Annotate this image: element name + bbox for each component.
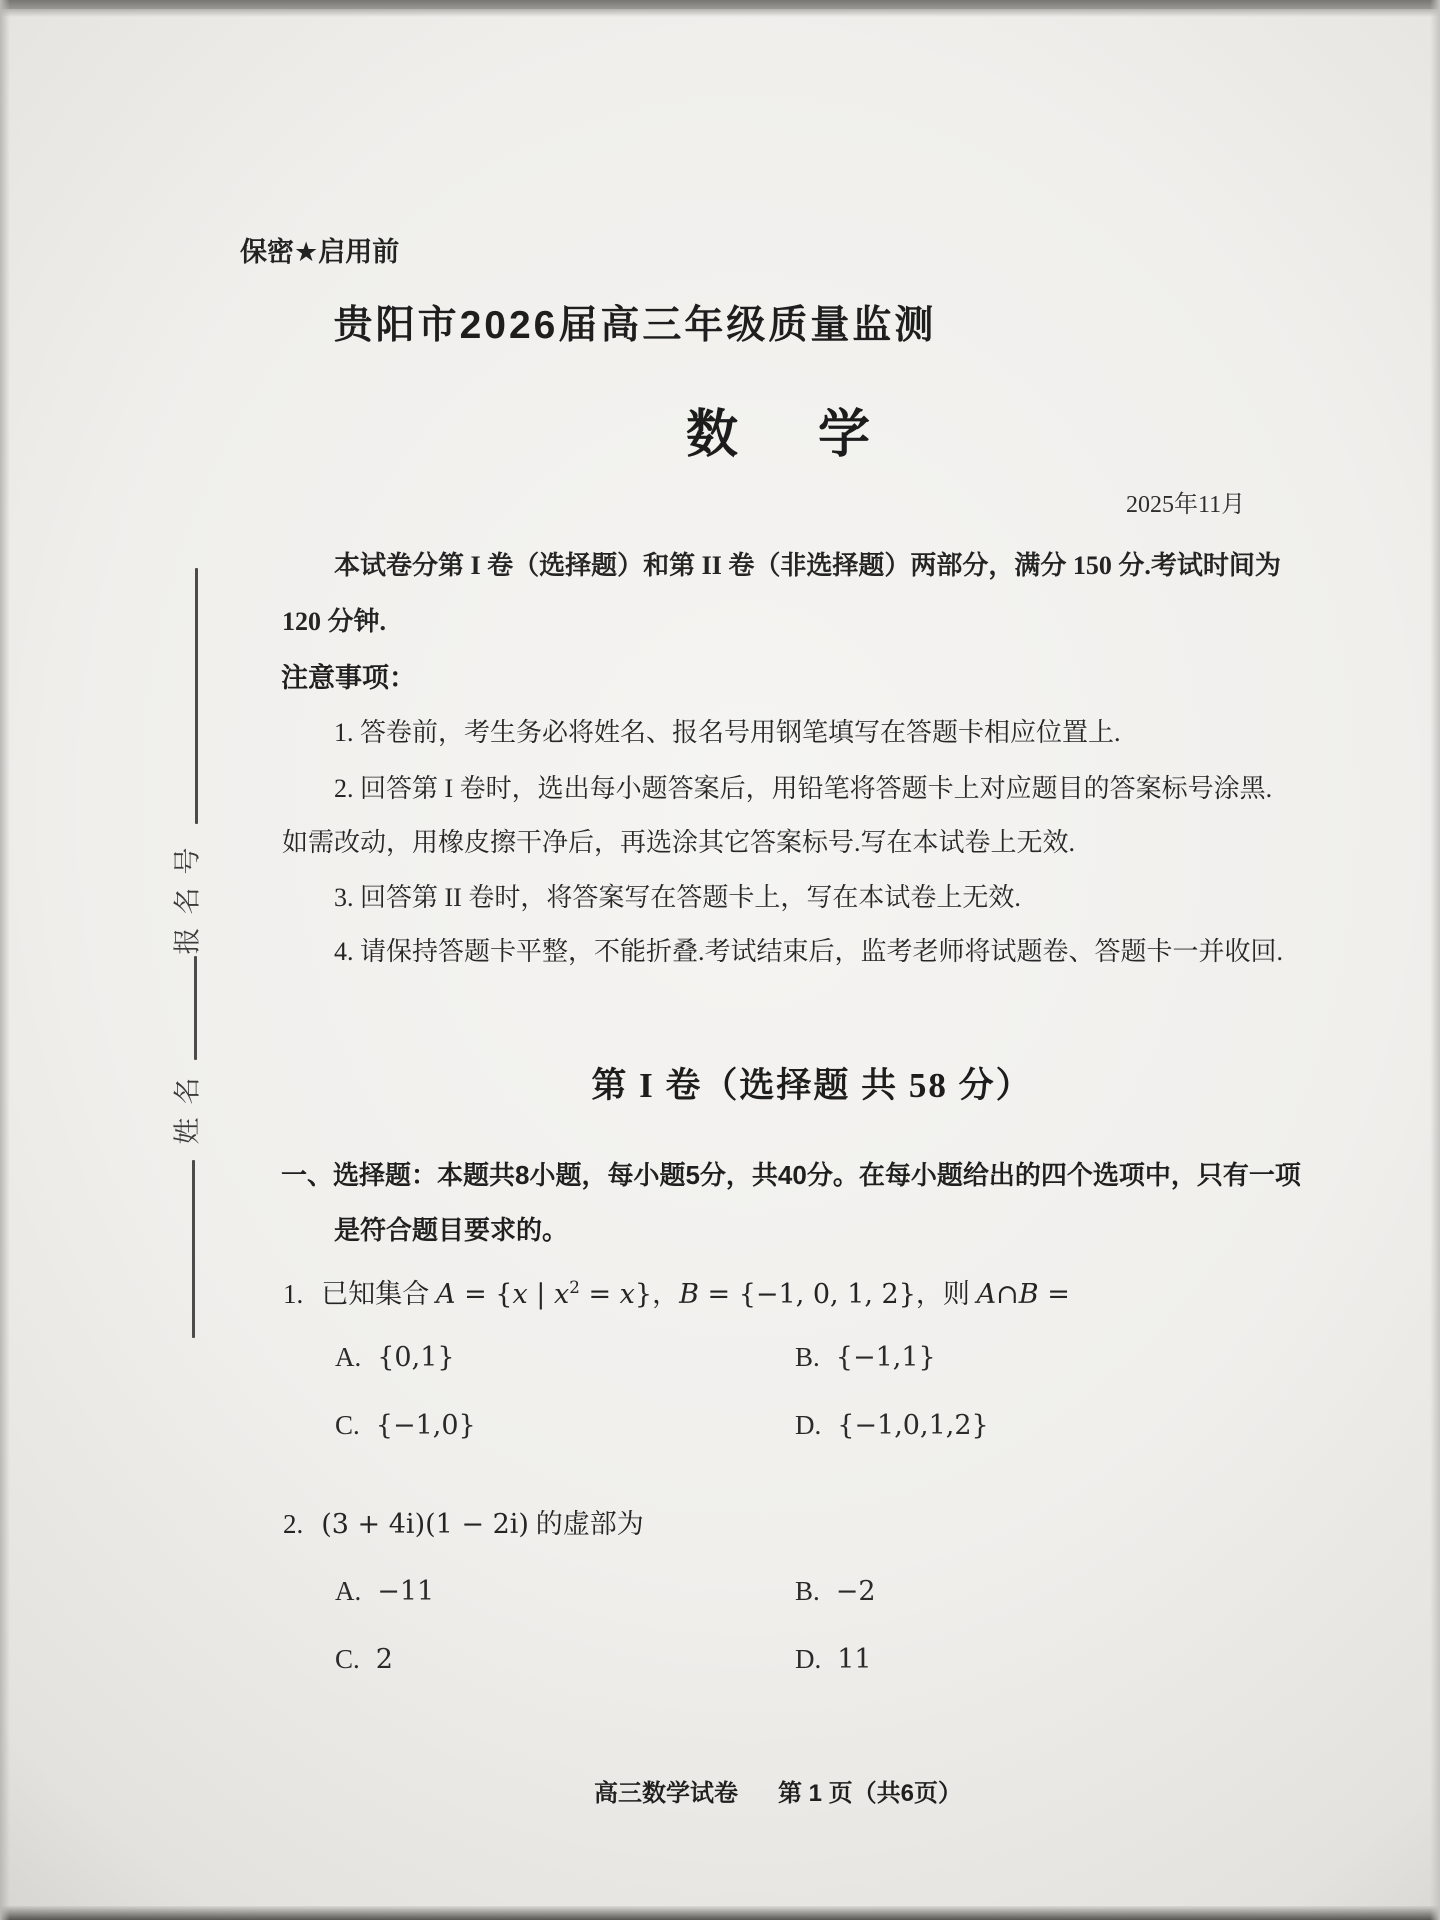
photo-right-edge [1430, 0, 1440, 1920]
subject-title: 数 学 [685, 407, 884, 464]
intro-line-2: 120 分钟. [282, 607, 387, 636]
q2-option-c-value: 2 [375, 1644, 393, 1675]
name-label: 姓名 [172, 1064, 203, 1145]
intro-line-1: 本试卷分第 I 卷（选择题）和第 II 卷（非选择题）两部分，满分 150 分.考试时间为 [334, 551, 1281, 580]
q2-option-d-label: D. [795, 1644, 822, 1674]
q1-option-d [795, 1410, 989, 1441]
security-notice: 保密★启用前 [240, 237, 400, 267]
note-item-2-continuation: 如需改动，用橡皮擦干净后，再选涂其它答案标号.写在本试卷上无效. [282, 828, 1076, 857]
margin-line-1 [195, 568, 198, 824]
q1-exponent: 2 [569, 1277, 580, 1297]
section-heading-text: 第 I 卷（选择题 共 58 分） [591, 1066, 1033, 1105]
q1-option-c-value: {−1,0} [375, 1410, 476, 1441]
q1-stem-text: 已知集合 [321, 1279, 436, 1309]
exam-title: 贵阳市2026届高三年级质量监测 [333, 304, 937, 347]
q1-math: = { [455, 1279, 513, 1310]
exam-date: 2025年11月 [1126, 492, 1246, 518]
q2-stem-text: 的虚部为 [528, 1509, 644, 1539]
note-item-3: 3. 回答第 II 卷时，将答案写在答题卡上，写在本试卷上无效. [334, 883, 1021, 912]
q2-option-d-value: 11 [837, 1644, 872, 1675]
q1-var-x3: x [619, 1279, 635, 1310]
q2-option-a [335, 1576, 434, 1607]
q1-var-x1: x [512, 1279, 528, 1310]
q1-var-B2: B [1018, 1279, 1039, 1310]
q1-math-bar: | [527, 1279, 554, 1310]
q1-option-a [335, 1342, 455, 1373]
q1-option-c-label: C. [335, 1410, 360, 1440]
q2-formula: (3 + 4i)(1 − 2i) [321, 1509, 529, 1540]
q2-option-b-label: B. [795, 1576, 820, 1606]
footer-page-label: 第 1 页（共6页） [778, 1780, 963, 1807]
note-item-4: 4. 请保持答题卡平整，不能折叠.考试结束后，监考老师将试题卷、答题卡一并收回. [334, 937, 1284, 966]
q1-option-b-value: {−1,1} [835, 1342, 936, 1373]
photo-top-edge-fade [0, 9, 1440, 17]
question-2-number: 2. [283, 1509, 304, 1539]
note-item-2: 2. 回答第 I 卷时，选出每小题答案后，用铅笔将答题卡上对应题目的答案标号涂黑. [334, 774, 1273, 803]
q1-intersect-symbol: ∩ [996, 1279, 1019, 1310]
q2-option-b-value: −2 [835, 1576, 876, 1607]
section-instructions-line-2: 是符合题目要求的。 [334, 1215, 569, 1245]
q1-equals: = [1038, 1279, 1070, 1310]
page-footer [594, 1773, 962, 1808]
q1-math-close: }， [634, 1279, 680, 1310]
q2-option-b [795, 1576, 876, 1607]
q2-option-d [795, 1644, 872, 1675]
q1-var-B: B [679, 1279, 699, 1310]
footer-doc-label: 高三数学试卷 [594, 1780, 738, 1807]
registration-number-label: 报名号 [172, 834, 203, 955]
q2-option-a-label: A. [335, 1576, 362, 1606]
margin-line-2 [194, 956, 197, 1060]
q1-option-b-label: B. [795, 1342, 820, 1372]
q1-option-a-label: A. [335, 1342, 362, 1372]
section-instructions-line-1: 一、选择题：本题共8小题，每小题5分，共40分。在每小题给出的四个选项中，只有一项 [281, 1160, 1301, 1190]
q1-option-b [795, 1342, 936, 1373]
photo-bottom-edge [0, 1906, 1440, 1920]
q1-var-A: A [436, 1279, 456, 1310]
q2-option-a-value: −11 [377, 1576, 435, 1607]
photo-top-edge [0, 0, 1440, 9]
q1-var-x2: x [553, 1279, 570, 1310]
q1-set-B: = {−1, 0, 1, 2}， [698, 1279, 943, 1310]
q1-then-text: 则 [942, 1279, 977, 1309]
q1-option-d-label: D. [795, 1410, 822, 1440]
q1-math-eq: = [579, 1279, 620, 1310]
q2-option-c [335, 1644, 393, 1675]
note-item-1: 1. 答卷前，考生务必将姓名、报名号用钢笔填写在答题卡相应位置上. [334, 718, 1121, 747]
question-2 [283, 1502, 644, 1541]
q1-var-A2: A [976, 1279, 997, 1310]
question-1 [283, 1272, 1070, 1311]
margin-line-3 [192, 1160, 195, 1338]
photo-left-edge [0, 0, 10, 1920]
question-1-number: 1. [283, 1279, 304, 1309]
q1-option-c [335, 1410, 476, 1441]
section-heading [0, 1058, 1440, 1108]
q1-option-a-value: {0,1} [377, 1342, 455, 1373]
q1-option-d-value: {−1,0,1,2} [837, 1410, 989, 1441]
notes-title: 注意事项： [281, 663, 416, 693]
q2-option-c-label: C. [335, 1644, 360, 1674]
